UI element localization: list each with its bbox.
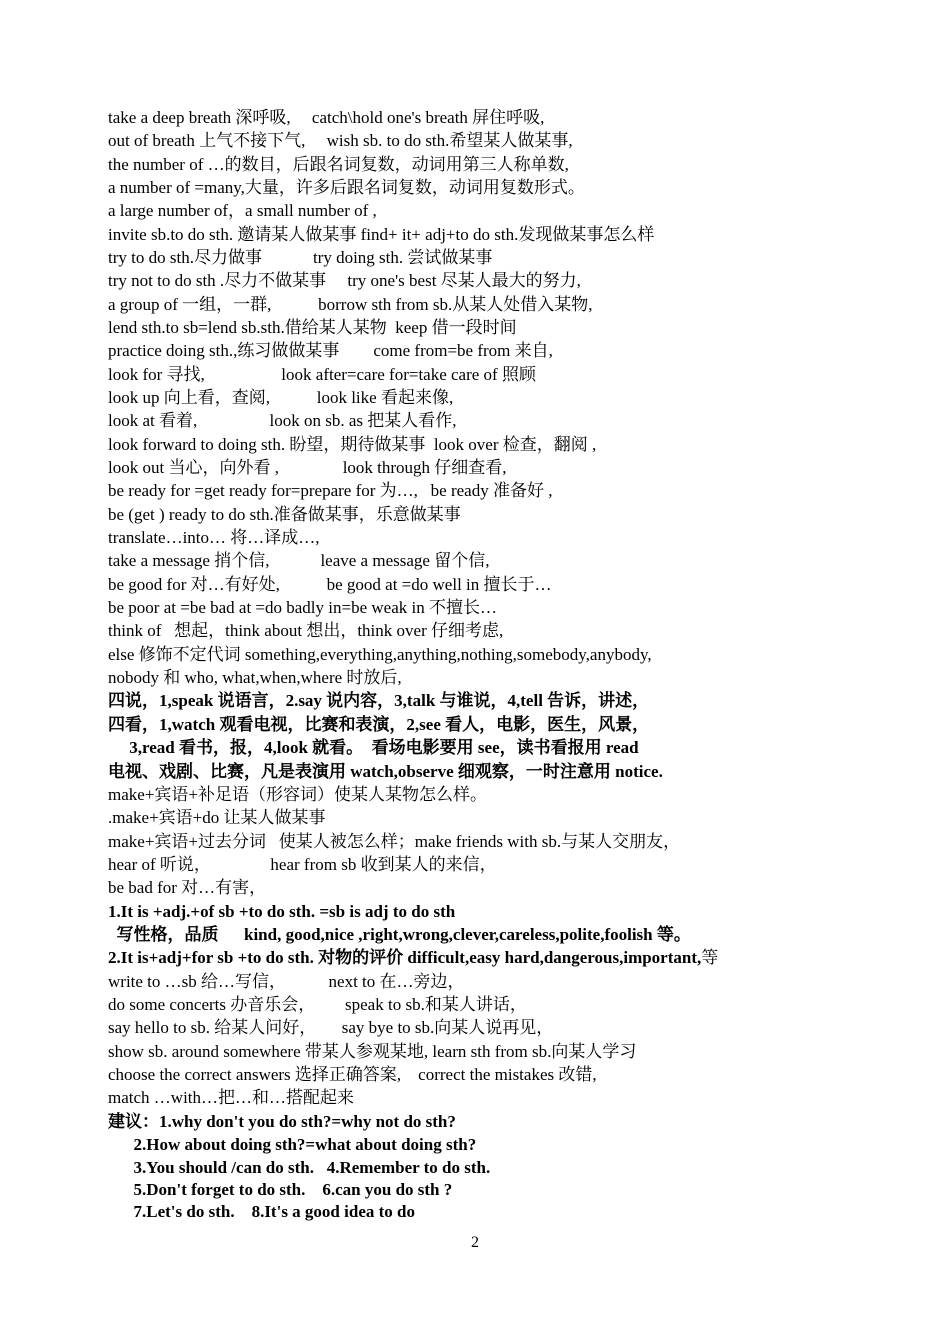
text-line: a group of 一组，一群, borrow sth from sb.从某人处借入某物, [108, 295, 593, 314]
text-line: .make+宾语+do 让某人做某事 [108, 808, 326, 827]
text-line: 5.Don't forget to do sth. 6.can you do sth ? [108, 1180, 453, 1199]
text-line: nobody 和 who, what,when,where 时放后, [108, 668, 402, 687]
text-line: be ready for =get ready for=prepare for 为…, be ready 准备好 , [108, 481, 553, 500]
text-line: translate…into… 将…译成…, [108, 528, 320, 547]
text-line: 2.How about doing sth?=what about doing sth? [108, 1135, 477, 1154]
text-line: 写性格，品质 kind, good,nice ,right,wrong,clever,careless,polite,foolish 等。 [108, 925, 691, 944]
text-line: 四看，1,watch 观看电视，比赛和表演，2,see 看人，电影，医生，风景， [108, 715, 650, 734]
text-line: else 修饰不定代词 something,everything,anything,nothing,somebody,anybody, [108, 645, 652, 664]
text-line: choose the correct answers 选择正确答案, correct the mistakes 改错, [108, 1065, 597, 1084]
text-line: look forward to doing sth. 盼望，期待做某事 look over 检查，翻阅 , [108, 435, 597, 454]
text-line: make+宾语+补足语（形容词）使某人某物怎么样。 [108, 785, 487, 804]
text-line: be poor at =be bad at =do badly in=be weak in 不擅长… [108, 598, 497, 617]
text-line: be (get ) ready to do sth.准备做某事，乐意做某事 [108, 505, 461, 524]
text-line: say hello to sb. 给某人问好， say bye to sb.向某人说再见， [108, 1018, 554, 1037]
text-line: show sb. around somewhere 带某人参观某地, learn sth from sb.向某人学习 [108, 1042, 637, 1061]
text-line: 3.You should /can do sth. 4.Remember to do sth. [108, 1158, 491, 1177]
text-line: do some concerts 办音乐会， speak to sb.和某人讲话， [108, 995, 527, 1014]
text-line: take a message 捎个信, leave a message 留个信, [108, 551, 490, 570]
text-line: try to do sth.尽力做事 try doing sth. 尝试做某事 [108, 248, 493, 267]
text-line: 1.It is +adj.+of sb +to do sth. =sb is adj to do sth [108, 902, 456, 921]
text-line: take a deep breath 深呼吸, catch\hold one's breath 屏住呼吸, [108, 108, 545, 127]
text-line: the number of …的数目，后跟名词复数，动词用第三人称单数, [108, 155, 569, 174]
text-line: write to …sb 给…写信， next to 在…旁边， [108, 972, 465, 991]
text-line: 7.Let's do sth. 8.It's a good idea to do [108, 1202, 415, 1221]
text-line: 四说，1,speak 说语言，2.say 说内容，3,talk 与谁说，4,tell 告诉，讲述， [108, 691, 650, 710]
text-line-bold-part: 2.It is+adj+for sb +to do sth. 对物的评价 difficult,easy hard,dangerous,important, [108, 948, 702, 967]
text-line: be bad for 对…有害， [108, 878, 267, 897]
text-line: practice doing sth.,练习做做某事 come from=be from 来自, [108, 341, 553, 360]
text-line: lend sth.to sb=lend sb.sth.借给某人某物 keep 借一段时间 [108, 318, 517, 337]
text-line: think of 想起，think about 想出，think over 仔细考虑, [108, 621, 504, 640]
text-line: match …with…把…和…搭配起来 [108, 1088, 355, 1107]
text-line: 电视、戏剧、比赛，凡是表演用 watch,observe 细观察，一时注意用 notice. [108, 762, 663, 781]
text-line: 3,read 看书，报，4,look 就看。 看场电影要用 see，读书看报用 read [108, 738, 639, 757]
text-line: make+宾语+过去分词 使某人被怎么样；make friends with sb.与某人交朋友， [108, 832, 681, 851]
text-line: look at 看着, look on sb. as 把某人看作, [108, 411, 457, 430]
text-line: a number of =many,大量，许多后跟名词复数，动词用复数形式。 [108, 178, 585, 197]
text-line: be good for 对…有好处, be good at =do well in 擅长于… [108, 575, 552, 594]
text-line [108, 948, 718, 968]
text-line: invite sb.to do sth. 邀请某人做某事 find+ it+ adj+to do sth.发现做某事怎么样 [108, 225, 655, 244]
text-line: look up 向上看，查阅, look like 看起来像, [108, 388, 454, 407]
text-line: look out 当心，向外看 , look through 仔细查看, [108, 458, 507, 477]
text-line: 建议：1.why don't you do sth?=why not do sth? [108, 1112, 456, 1131]
text-line: try not to do sth .尽力不做某事 try one's best 尽某人最大的努力, [108, 271, 581, 290]
text-line: look for 寻找, look after=care for=take care of 照顾 [108, 365, 536, 384]
text-line: a large number of，a small number of , [108, 201, 377, 220]
text-line: hear of 听说， hear from sb 收到某人的来信， [108, 855, 497, 874]
page-number: 2 [471, 1234, 479, 1251]
text-line: out of breath 上气不接下气, wish sb. to do sth.希望某人做某事, [108, 131, 573, 150]
text-line-suffix: 等 [701, 948, 719, 967]
